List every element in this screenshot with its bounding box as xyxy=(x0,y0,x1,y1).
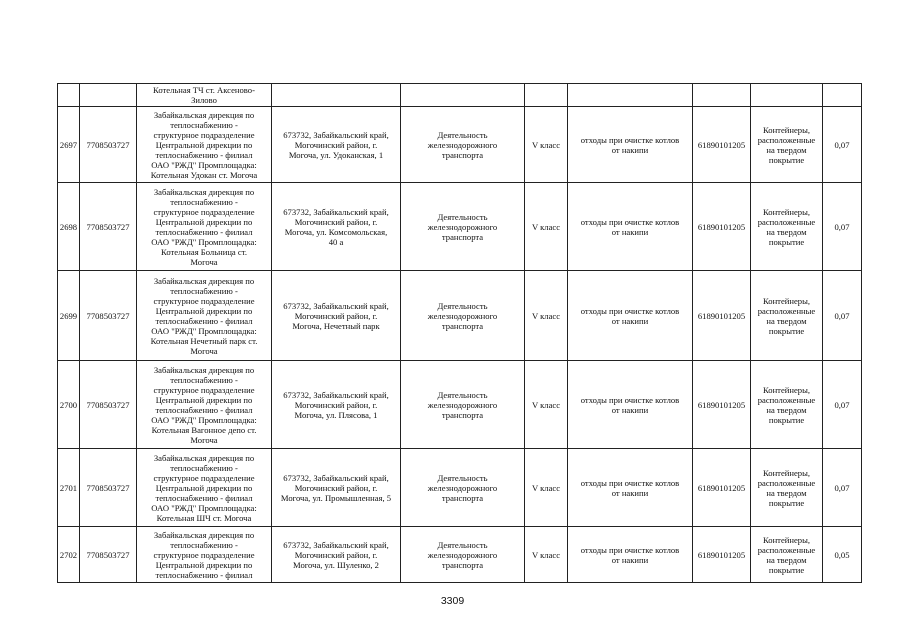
cell-organization xyxy=(137,361,272,449)
cell-class: V класс xyxy=(525,271,568,361)
organization-text: Забайкальская дирекция по теплоснабжению - структурное подразделение Центральной дирекции по теплоснабжению - филиал ОАО "РЖД" Промплощадка: Котельная Удокан ст. Могоча xyxy=(150,109,258,180)
cell-storage xyxy=(751,84,823,107)
cell-activity xyxy=(401,271,525,361)
cell-code: 61890101205 xyxy=(693,183,751,271)
cell-organization xyxy=(137,271,272,361)
cell-class: V класс xyxy=(525,183,568,271)
address-text: 673732, Забайкальский край, Могочинский район, г. Могоча, Нечетный парк xyxy=(283,300,389,331)
cell-storage xyxy=(751,271,823,361)
storage-text: Контейнеры, расположенные на твердом покрытие xyxy=(757,467,816,508)
waste-text: отходы при очистке котлов от накипи xyxy=(580,477,680,498)
address-text: 673732, Забайкальский край, Могочинский район, г. Могоча, ул. Шуленко, 2 xyxy=(283,539,389,570)
cell-activity xyxy=(401,107,525,183)
organization-text: Забайкальская дирекция по теплоснабжению - структурное подразделение Центральной дирекции по теплоснабжению - филиал ОАО "РЖД" Промплощадка: Котельная Больница ст. Могоча xyxy=(151,186,257,267)
waste-register-table xyxy=(57,83,862,583)
waste-text: отходы при очистке котлов от накипи xyxy=(580,305,680,326)
cell-amount: 0,07 xyxy=(823,271,862,361)
table-row-continuation xyxy=(58,84,862,107)
cell-address xyxy=(272,84,401,107)
table-row xyxy=(58,183,862,271)
cell-waste xyxy=(568,107,693,183)
activity-text: Деятельность железнодорожного транспорта xyxy=(427,129,498,160)
page-number: 3309 xyxy=(440,595,465,607)
cell-inn: 7708503727 xyxy=(80,107,137,183)
table-row xyxy=(58,271,862,361)
address-text: 673732, Забайкальский край, Могочинский район, г. Могоча, ул. Комсомольская, 40 а xyxy=(283,206,389,247)
cell-num xyxy=(58,84,80,107)
organization-text: Забайкальская дирекция по теплоснабжению - структурное подразделение Центральной дирекции по теплоснабжению - филиал ОАО "РЖД" Промплощадка: Котельная Нечетный парк ст. Могоча xyxy=(150,275,258,356)
cell-activity xyxy=(401,84,525,107)
cell-waste xyxy=(568,527,693,583)
cell-waste xyxy=(568,361,693,449)
cell-amount: 0,07 xyxy=(823,449,862,527)
cell-code: 61890101205 xyxy=(693,527,751,583)
cell-organization xyxy=(137,183,272,271)
cell-amount xyxy=(823,84,862,107)
table-row xyxy=(58,107,862,183)
table-body xyxy=(58,84,862,583)
activity-text: Деятельность железнодорожного транспорта xyxy=(427,472,498,503)
activity-text: Деятельность железнодорожного транспорта xyxy=(427,389,498,420)
activity-text: Деятельность железнодорожного транспорта xyxy=(427,539,498,570)
cell-organization xyxy=(137,107,272,183)
cell-inn: 7708503727 xyxy=(80,271,137,361)
cell-code: 61890101205 xyxy=(693,271,751,361)
cell-class: V класс xyxy=(525,449,568,527)
cell-address xyxy=(272,183,401,271)
storage-text: Контейнеры, расположенные на твердом покрытие xyxy=(757,206,816,247)
waste-text: отходы при очистке котлов от накипи xyxy=(580,216,680,237)
cell-activity xyxy=(401,527,525,583)
cell-address xyxy=(272,361,401,449)
cell-waste xyxy=(568,271,693,361)
cell-address xyxy=(272,449,401,527)
storage-text: Контейнеры, расположенные на твердом покрытие xyxy=(757,124,816,165)
storage-text: Контейнеры, расположенные на твердом покрытие xyxy=(757,384,816,425)
cell-code: 61890101205 xyxy=(693,361,751,449)
cell-organization xyxy=(137,84,272,107)
cell-class: V класс xyxy=(525,527,568,583)
table-row xyxy=(58,361,862,449)
storage-text: Контейнеры, расположенные на твердом покрытие xyxy=(757,534,816,575)
activity-text: Деятельность железнодорожного транспорта xyxy=(427,300,498,331)
cell-inn xyxy=(80,84,137,107)
cell-code: 61890101205 xyxy=(693,449,751,527)
waste-text: отходы при очистке котлов от накипи xyxy=(580,544,680,565)
cell-waste xyxy=(568,183,693,271)
address-text: 673732, Забайкальский край, Могочинский район, г. Могоча, ул. Плясова, 1 xyxy=(283,389,389,420)
cell-class: V класс xyxy=(525,361,568,449)
cell-amount: 0,07 xyxy=(823,107,862,183)
organization-text: Забайкальская дирекция по теплоснабжению - структурное подразделение Центральной дирекции по теплоснабжению - филиал ОАО "РЖД" Промплощадка: Котельная ШЧ ст. Могоча xyxy=(151,452,257,523)
waste-text: отходы при очистке котлов от накипи xyxy=(580,394,680,415)
cell-activity xyxy=(401,449,525,527)
cell-inn: 7708503727 xyxy=(80,527,137,583)
cell-inn: 7708503727 xyxy=(80,183,137,271)
organization-text: Котельная ТЧ ст. Аксеново- Зилово xyxy=(153,85,255,105)
cell-class xyxy=(525,84,568,107)
table-row xyxy=(58,527,862,583)
cell-activity xyxy=(401,361,525,449)
cell-storage xyxy=(751,107,823,183)
cell-storage xyxy=(751,449,823,527)
cell-waste xyxy=(568,449,693,527)
organization-text: Забайкальская дирекция по теплоснабжению - структурное подразделение Центральной дирекции по теплоснабжению - филиал ОАО "РЖД" Промплощадка: Котельная Вагонное депо ст. Могоча xyxy=(151,364,257,445)
cell-storage xyxy=(751,183,823,271)
cell-storage xyxy=(751,527,823,583)
cell-code xyxy=(693,84,751,107)
table-row xyxy=(58,449,862,527)
waste-text: отходы при очистке котлов от накипи xyxy=(580,134,680,155)
organization-text: Забайкальская дирекция по теплоснабжению - структурное подразделение Центральной дирекции по теплоснабжению - филиал xyxy=(153,529,255,580)
cell-inn: 7708503727 xyxy=(80,361,137,449)
cell-waste xyxy=(568,84,693,107)
cell-address xyxy=(272,271,401,361)
cell-num: 2700 xyxy=(58,361,80,449)
address-text: 673732, Забайкальский край, Могочинский район, г. Могоча, ул. Удоканская, 1 xyxy=(283,129,389,160)
cell-num: 2702 xyxy=(58,527,80,583)
cell-storage xyxy=(751,361,823,449)
cell-num: 2698 xyxy=(58,183,80,271)
address-text: 673732, Забайкальский край, Могочинский район, г. Могоча, ул. Промышленная, 5 xyxy=(280,472,392,503)
cell-amount: 0,05 xyxy=(823,527,862,583)
cell-class: V класс xyxy=(525,107,568,183)
cell-num: 2699 xyxy=(58,271,80,361)
cell-amount: 0,07 xyxy=(823,183,862,271)
cell-address xyxy=(272,107,401,183)
cell-amount: 0,07 xyxy=(823,361,862,449)
cell-activity xyxy=(401,183,525,271)
storage-text: Контейнеры, расположенные на твердом покрытие xyxy=(757,295,816,336)
cell-inn: 7708503727 xyxy=(80,449,137,527)
cell-num: 2697 xyxy=(58,107,80,183)
cell-num: 2701 xyxy=(58,449,80,527)
cell-organization xyxy=(137,527,272,583)
cell-address xyxy=(272,527,401,583)
activity-text: Деятельность железнодорожного транспорта xyxy=(427,211,498,242)
cell-organization xyxy=(137,449,272,527)
cell-code: 61890101205 xyxy=(693,107,751,183)
